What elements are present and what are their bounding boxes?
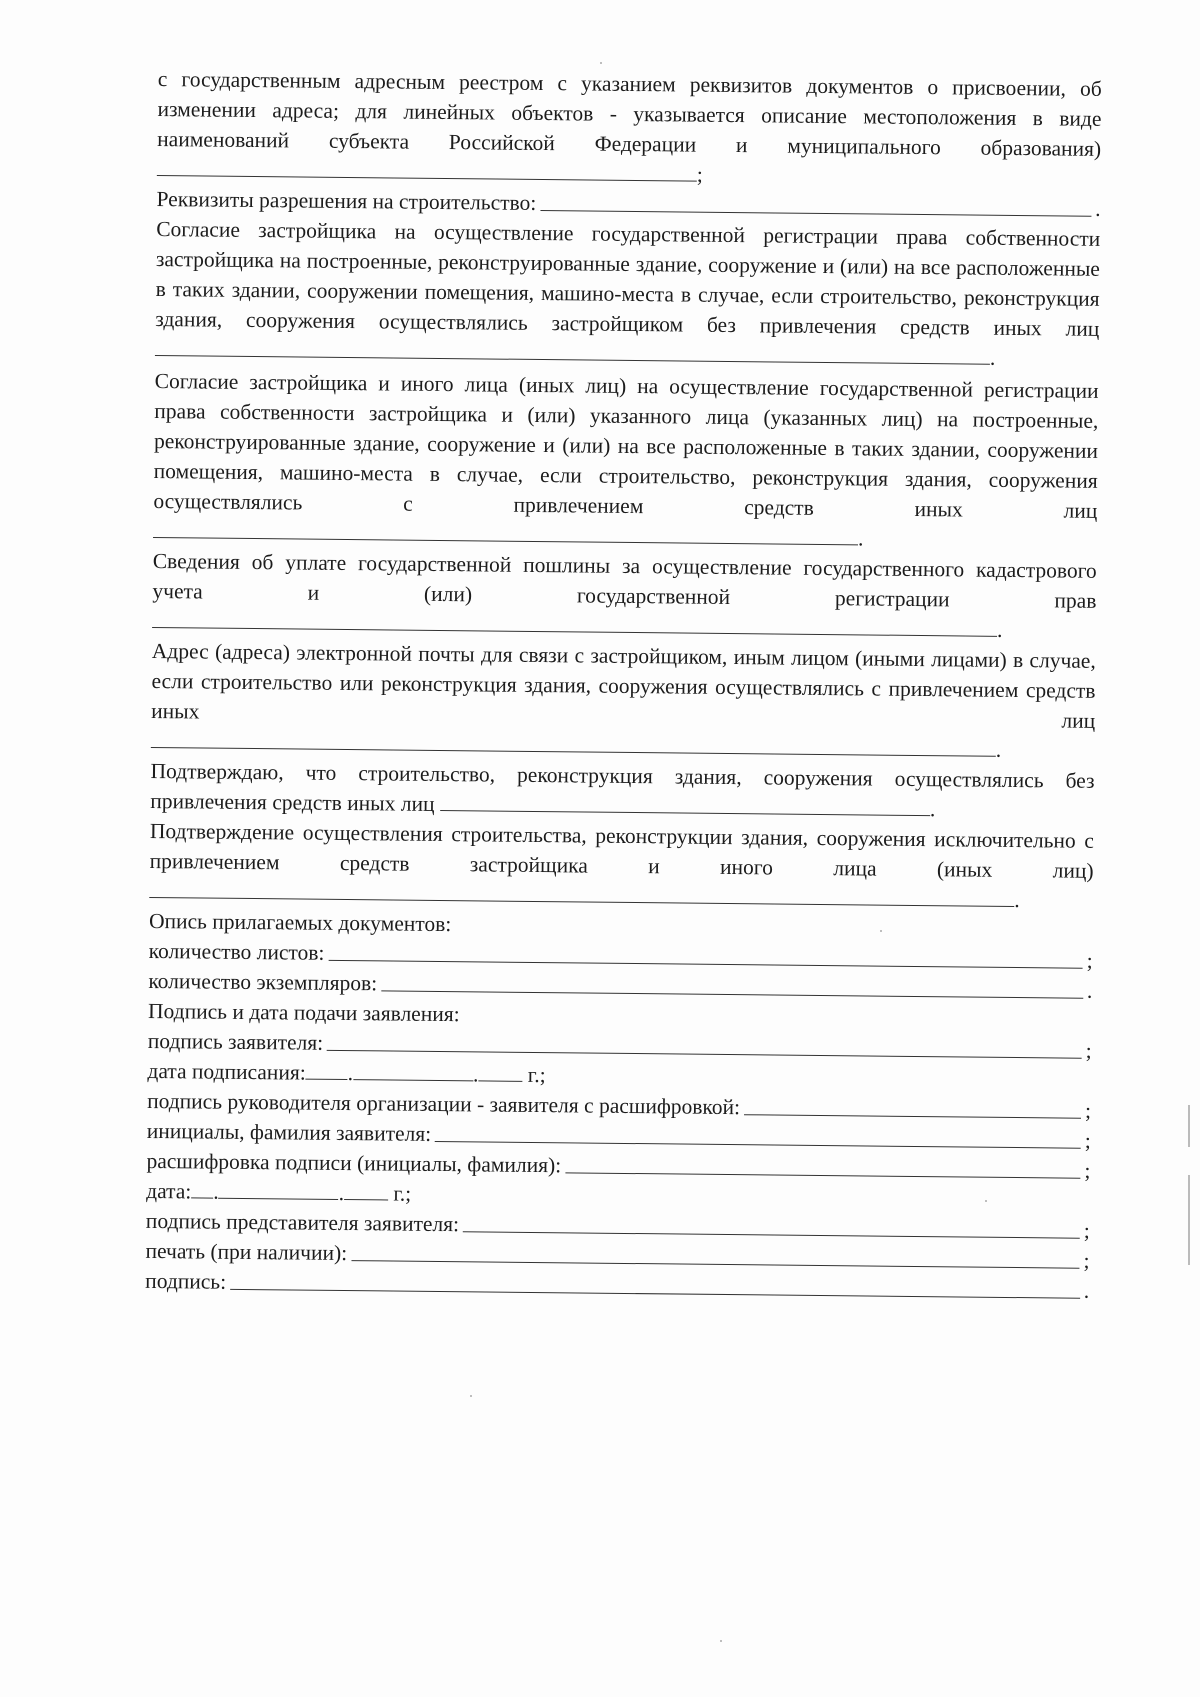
stamp-blank-line[interactable] [351,1259,1079,1269]
consent-developer-and-others-paragraph: Согласие застройщика и иного лица (иных лиц) на осуществление государственной регистрации права собственности застройщика и (или) указанного лица (указанных лиц) на построенные, реконструированные здание, сооружение и (или) на все расположенные в таких здании, сооружении помещения, машино-места в случае, если строительство, реконструкция здания, сооружения осуществлялись с привлечением средств иных лиц [153,368,1099,523]
stamp-label: печать (при наличии): [145,1238,348,1266]
permit-blank-line[interactable] [540,209,1091,217]
sign-date-field[interactable] [306,1058,546,1091]
scan-speck [985,1200,987,1202]
state-fee-blank-line[interactable] [152,627,997,637]
stamp-end: ; [1083,1248,1090,1273]
scan-edge-mark [1188,1175,1190,1265]
rep-sign-blank-line[interactable] [463,1230,1080,1238]
sign-date-label: дата подписания: [147,1058,306,1085]
sheets-label: количество листов: [148,938,325,965]
confirm-no-others-end: . [929,797,936,822]
copies-end: . [1086,978,1093,1003]
sign-date-year-blank[interactable] [478,1062,522,1081]
address-end: ; [696,162,703,187]
address-blank-line[interactable] [157,175,697,182]
head-sign-end: ; [1084,1098,1092,1123]
applicant-sign-blank-line[interactable] [327,1049,1082,1059]
date-month-blank[interactable] [219,1180,339,1200]
consent-developer-paragraph: Согласие застройщика на осуществление государственной регистрации права собственности застройщика на построенные, реконструированные здание, сооружение и (или) на все расположенные в таких здании, сооружении помещения, машино-места в случае, если строительство, реконструкция здания, сооружения осуществлялись застройщиком без привлечения средств иных лиц [155,216,1101,341]
consent-others-end: . [857,526,864,551]
scan-edge-mark [1188,1105,1190,1147]
copies-label: количество экземпляров: [148,968,378,996]
state-fee-end: . [996,617,1003,642]
email-paragraph: Адрес (адреса) электронной почты для связи с застройщиком, иным лицом (иными лицами) в случае, если строительство или реконструкция здания, сооружения осуществлялись с привлечением средств иных лиц [151,638,1096,733]
decode-label: расшифровка подписи (инициалы, фамилия): [146,1148,562,1178]
sign-date-day-blank[interactable] [306,1061,348,1080]
sign-date-year-suffix: г.; [527,1062,546,1088]
email-blank-line[interactable] [151,747,996,757]
head-sign-blank-line[interactable] [744,1113,1081,1119]
date-day-blank[interactable] [191,1179,213,1198]
state-fee-paragraph: Сведения об уплате государственной пошлины за осуществление государственного кадастрового учета и (или) государственной регистрации прав [152,548,1097,613]
rep-sign-label: подпись представителя заявителя: [145,1208,460,1237]
initials-end: ; [1084,1128,1091,1153]
signature-end: . [1083,1278,1090,1303]
applicant-sign-end: ; [1085,1038,1092,1063]
copies-blank-line[interactable] [381,989,1083,998]
decode-blank-line[interactable] [565,1171,1080,1178]
confirm-with-others-end: . [1014,888,1020,913]
sheets-end: ; [1086,948,1093,973]
date-year-blank[interactable] [344,1181,388,1200]
scan-speck [600,62,602,64]
date-dot-2: . [338,1180,345,1206]
initials-label: инициалы, фамилия заявителя: [146,1118,432,1146]
inventory-heading: Опись прилагаемых документов: [148,908,452,937]
form-content [145,64,1102,1306]
email-end: . [995,737,1002,762]
scan-speck [880,930,882,932]
sign-heading: Подпись и дата подачи заявления: [147,998,460,1027]
date-label: дата: [146,1178,192,1204]
sheets-blank-line[interactable] [328,959,1082,969]
head-sign-label: подпись руководителя организации - заявителя с расшифровкой: [147,1088,741,1120]
confirm-no-others-blank-line[interactable] [440,792,930,816]
sign-date-month-blank[interactable] [353,1061,473,1081]
consent-developer-blank-line[interactable] [155,355,990,365]
sign-date-dot-1: . [347,1061,354,1086]
decode-end: ; [1084,1158,1091,1183]
signature-label: подпись: [145,1268,227,1294]
rep-sign-end: ; [1083,1218,1090,1243]
date-dot-1: . [213,1179,219,1204]
scan-speck [470,1395,472,1397]
initials-blank-line[interactable] [435,1140,1081,1149]
address-paragraph: с государственным адресным реестром с указанием реквизитов документов о присвоении, об изменении адреса; для линейных объектов - указывается описание местоположения в виде наименований субъекта Российской Федерации и муниципального образования) [157,66,1102,161]
signature-blank-line[interactable] [230,1288,1080,1299]
permit-end: . [1095,196,1101,221]
confirm-no-others-paragraph [150,756,1095,826]
scan-speck [720,1640,722,1642]
date-year-suffix: г.; [393,1181,412,1206]
confirm-no-others-text: Подтверждаю, что строительство, реконструкция здания, сооружения осуществлялись без привлечения средств иных лиц [150,758,1095,816]
date-field[interactable] [191,1176,411,1208]
confirm-with-others-paragraph: Подтверждение осуществления строительства, реконструкции здания, сооружения исключительно с привлечением средств застройщика и иного лица (иных лиц) [149,818,1095,883]
confirm-with-others-blank-line[interactable] [149,897,1014,907]
applicant-sign-label: подпись заявителя: [147,1028,324,1055]
consent-others-blank-line[interactable] [153,537,858,545]
consent-developer-end: . [989,345,996,370]
sign-date-dot-2: . [472,1062,479,1087]
permit-label: Реквизиты разрешения на строительство: [156,186,537,215]
